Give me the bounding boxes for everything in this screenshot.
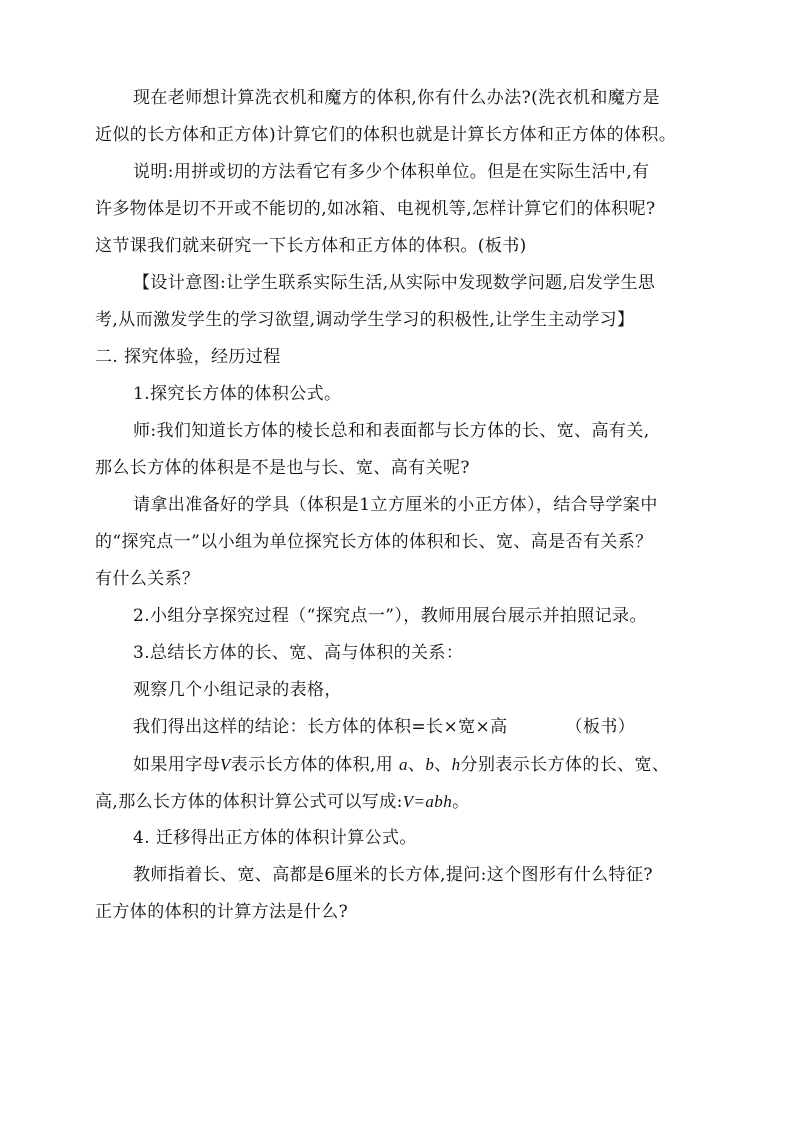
design-intent-line: 【设计意图:让学生联系实际生活,从实际中发现数学问题,启发学生思 bbox=[133, 273, 656, 293]
text-segment: 高,那么长方体的体积计算公式可以写成: bbox=[95, 792, 403, 812]
text-segment: 分别表示长方体的长、宽、 bbox=[460, 755, 670, 775]
variable-v: V bbox=[220, 755, 231, 774]
variable-a: a bbox=[399, 755, 408, 774]
paragraph-line: 近似的长方体和正方体)计算它们的体积也就是计算长方体和正方体的体积。 bbox=[95, 125, 677, 145]
board-note: （板书） bbox=[565, 717, 636, 737]
formula-line bbox=[95, 746, 715, 783]
paragraph-line: 有什么关系？ bbox=[95, 569, 200, 589]
paragraph-line: 师:我们知道长方体的棱长总和和表面都与长方体的长、宽、高有关, bbox=[133, 421, 650, 441]
volume-formula: V=abh bbox=[402, 792, 453, 811]
text-segment: 如果用字母 bbox=[133, 755, 220, 775]
paragraph-line: 现在老师想计算洗衣机和魔方的体积,你有什么办法?(洗衣机和魔方是 bbox=[133, 88, 660, 108]
design-intent-line: 考,从而激发学生的学习欲望,调动学生学习的积极性,让学生主动学习】 bbox=[95, 310, 635, 330]
paragraph-line: 请拿出准备好的学具（体积是1立方厘米的小正方体），结合导学案中 bbox=[133, 495, 658, 515]
text-segment: 。 bbox=[452, 792, 470, 812]
text-segment: 、 bbox=[407, 755, 426, 775]
step-heading: 1.探究长方体的体积公式。 bbox=[133, 384, 342, 404]
paragraph-line: 说明:用拼或切的方法看它有多少个体积单位。但是在实际生活中,有 bbox=[133, 162, 650, 182]
document-body bbox=[95, 80, 715, 931]
paragraph-line: 的“探究点一”以小组为单位探究长方体的体积和长、宽、高是否有关系？ bbox=[95, 532, 653, 552]
paragraph-line: 观察几个小组记录的表格， bbox=[133, 680, 342, 700]
step-heading: 4. 迁移得出正方体的体积计算公式。 bbox=[133, 828, 417, 848]
conclusion-line bbox=[95, 709, 715, 746]
step-heading: 2.小组分享探究过程（“探究点一”），教师用展台展示并拍照记录。 bbox=[133, 606, 647, 626]
paragraph-line: 那么长方体的体积是不是也与长、宽、高有关呢? bbox=[95, 458, 470, 478]
variable-b: b bbox=[425, 755, 435, 774]
text-segment: 、 bbox=[434, 755, 452, 775]
step-heading: 3.总结长方体的长、宽、高与体积的关系： bbox=[133, 643, 464, 663]
paragraph-line: 这节课我们就来研究一下长方体和正方体的体积。(板书) bbox=[95, 236, 527, 256]
variable-h: h bbox=[451, 755, 461, 774]
text-segment: 表示长方体的体积,用 bbox=[230, 755, 394, 775]
section-heading: 二. 探究体验，经历过程 bbox=[95, 347, 281, 367]
conclusion-text: 我们得出这样的结论：长方体的体积=长×宽×高 bbox=[133, 717, 508, 737]
paragraph-line: 许多物体是切不开或不能切的,如冰箱、电视机等,怎样计算它们的体积呢? bbox=[95, 199, 656, 219]
formula-line bbox=[95, 783, 715, 820]
paragraph-line: 教师指着长、宽、高都是6厘米的长方体,提问:这个图形有什么特征? bbox=[133, 865, 653, 885]
paragraph-line: 正方体的体积的计算方法是什么? bbox=[95, 902, 349, 922]
